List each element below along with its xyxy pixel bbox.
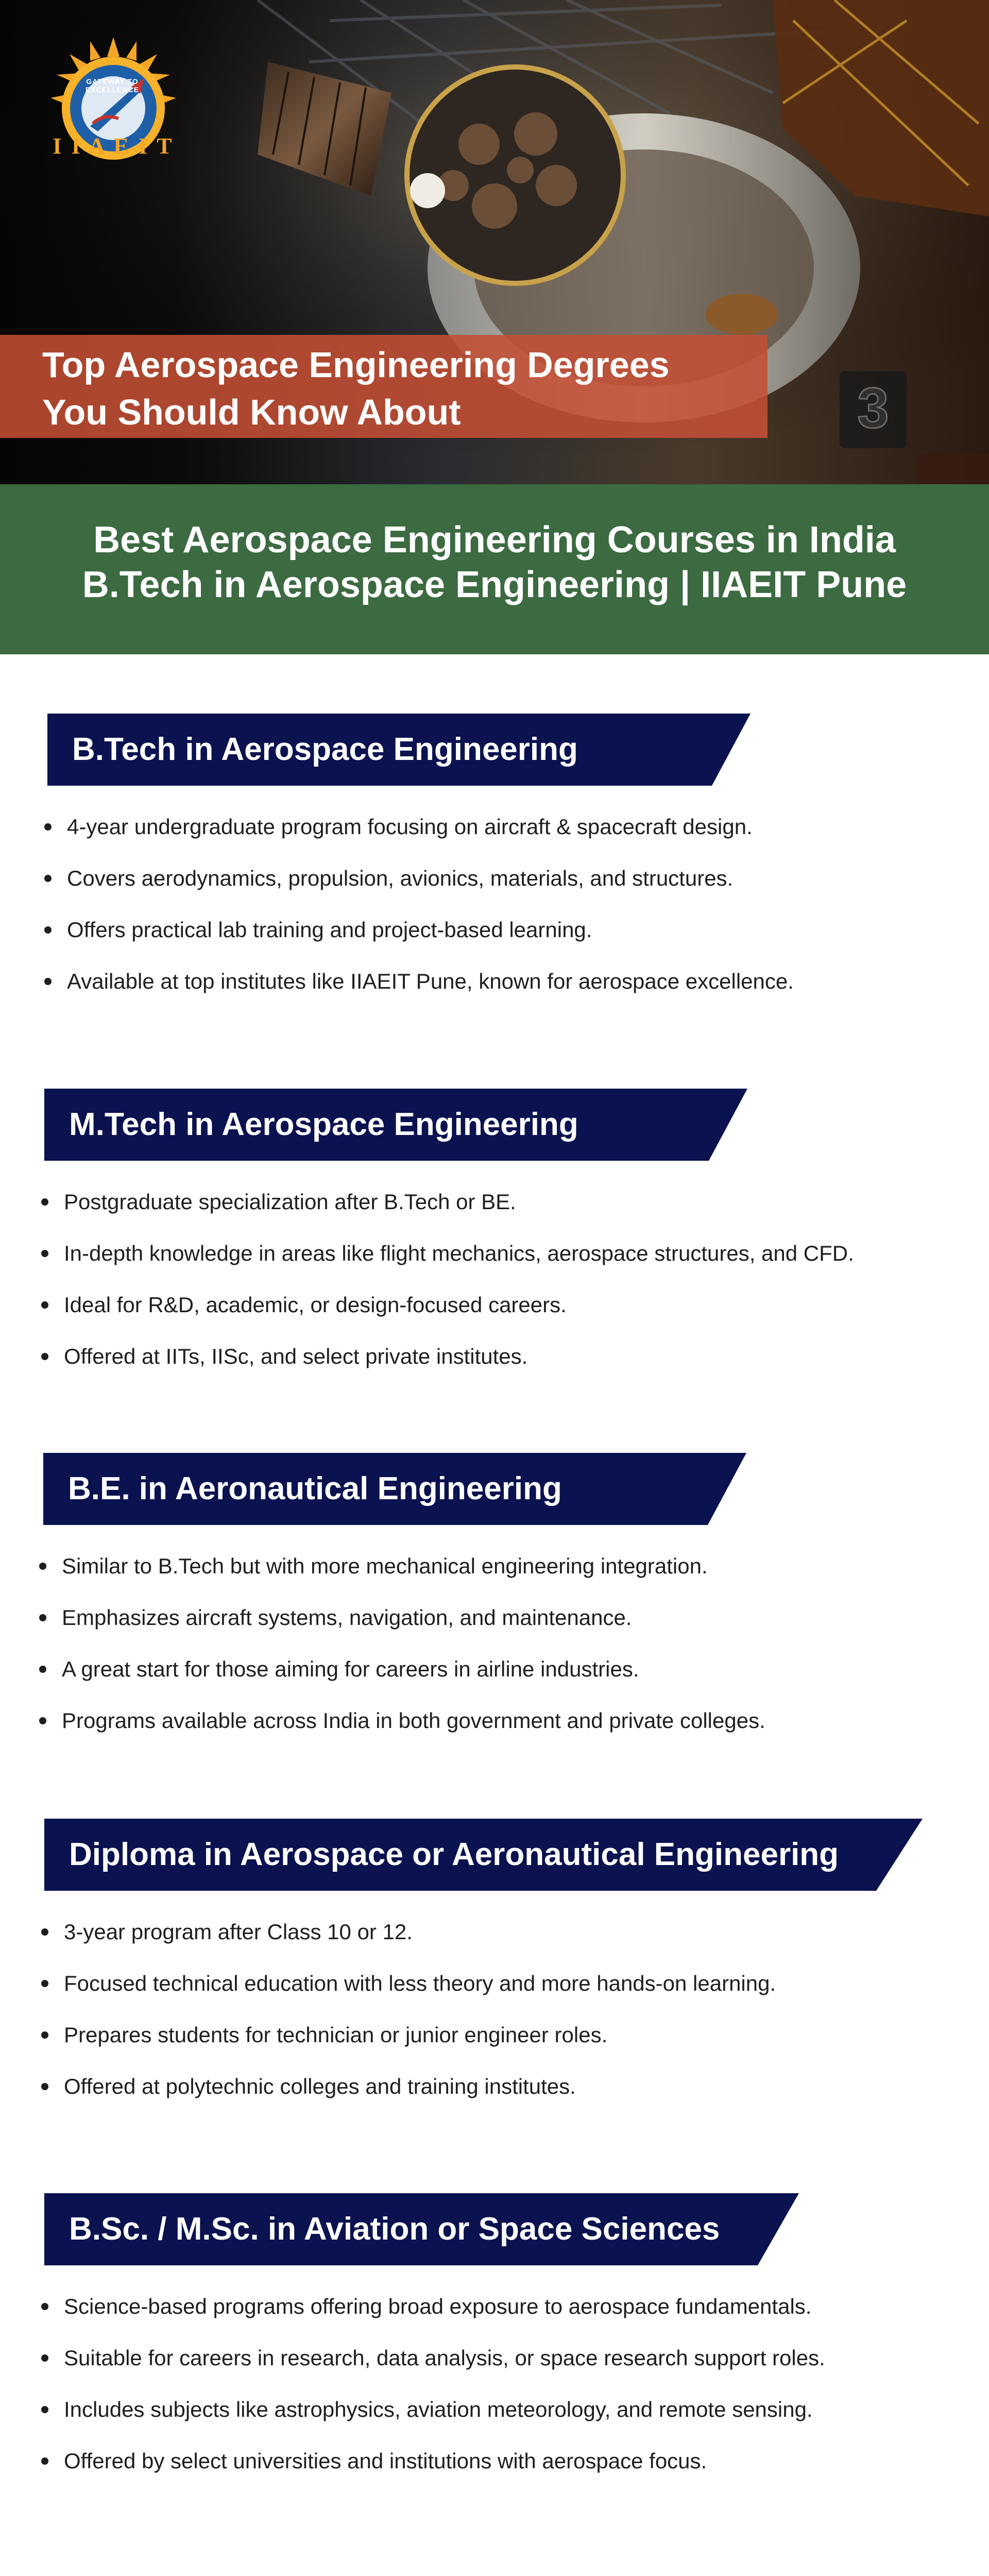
bullet-text: Offered by select universities and institutions with aerospace focus. [64,2449,707,2473]
bullet-text: Offers practical lab training and project-based learning. [67,918,592,942]
bullet-dot [39,1666,46,1673]
list-item [42,969,989,1020]
list-item [39,2397,989,2448]
svg-text:3: 3 [857,377,889,440]
list-item [37,1656,989,1708]
bullet-dot [41,1198,48,1206]
bullet-text: 4-year undergraduate program focusing on aircraft & spacecraft design. [67,815,753,839]
bullet-list [39,2294,989,2500]
list-item [39,1919,989,1971]
bullet-text: Similar to B.Tech but with more mechanical engineering integration. [62,1554,708,1578]
bullet-dot [41,1928,48,1936]
bullet-dot [41,1980,48,1987]
banner-line-1: Best Aerospace Engineering Courses in India [93,519,896,561]
bullet-text: 3-year program after Class 10 or 12. [64,1920,413,1944]
list-item [39,2022,989,2074]
section-title: Diploma in Aerospace or Aeronautical Engineering [69,1837,839,1872]
list-item [37,1605,989,1656]
bullet-text: Suitable for careers in research, data analysis, or space research support roles. [64,2346,825,2370]
bullet-text: Available at top institutes like IIAEIT Pune, known for aerospace excellence. [67,969,794,993]
bullet-text: Postgraduate specialization after B.Tech or BE. [64,1190,516,1214]
bullet-text: Offered at IITs, IISc, and select private institutes. [64,1344,528,1368]
list-item [39,2345,989,2397]
bullet-text: Prepares students for technician or junior engineer roles. [64,2023,608,2047]
bullet-text: In-depth knowledge in areas like flight mechanics, aerospace structures, and CFD. [64,1241,854,1265]
bullet-dot [41,1250,48,1257]
banner-line-2: B.Tech in Aerospace Engineering | IIAEIT Pune [82,564,907,605]
bullet-list [39,1189,989,1395]
bullet-dot [44,926,52,934]
logo-letters: I I A E I T [53,133,174,159]
hero-title-line-1: Top Aerospace Engineering Degrees [42,345,670,385]
bullet-dot [41,2354,48,2362]
bullet-text: Emphasizes aircraft systems, navigation, and maintenance. [62,1605,632,1630]
section-title: B.E. in Aeronautical Engineering [68,1471,562,1506]
section-title: B.Tech in Aerospace Engineering [72,732,578,767]
bullet-dot [44,875,52,882]
bullet-text: Covers aerodynamics, propulsion, avionics, materials, and structures. [67,866,734,890]
list-item [39,2448,989,2500]
list-item [39,2074,989,2125]
list-item [39,1189,989,1241]
bullet-text: Focused technical education with less theory and more hands-on learning. [64,1971,776,1995]
bullet-dot [39,1563,46,1570]
bullet-text: A great start for those aiming for careers in airline industries. [62,1657,639,1681]
list-item [39,1292,989,1344]
list-item [39,1344,989,1395]
bullet-text: Programs available across India in both government and private colleges. [62,1708,765,1733]
bullet-text: Includes subjects like astrophysics, aviation meteorology, and remote sensing. [64,2397,813,2421]
hero-title [42,341,763,436]
bullet-dot [41,2406,48,2413]
bullet-dot [41,1353,48,1360]
bullet-dot [41,2031,48,2039]
bullet-dot [41,2083,48,2090]
courses-banner [0,484,989,654]
list-item [42,866,989,917]
list-item [37,1553,989,1605]
hero-title-line-2: You Should Know About [42,392,461,432]
list-item [39,2294,989,2345]
bullet-list [42,814,989,1020]
bullet-dot [39,1614,46,1621]
list-item [39,1971,989,2022]
hero-banner [0,0,989,484]
bullet-dot [41,2303,48,2310]
bullet-list [39,1919,989,2125]
logo-arc-text: GATEWAY TO EXCELLENCE [85,77,140,94]
list-item [39,1241,989,1292]
bullet-dot [41,1301,48,1309]
bullet-list [37,1553,989,1759]
bullet-dot [44,823,52,831]
bullet-dot [44,978,52,985]
section-title: M.Tech in Aerospace Engineering [69,1107,578,1142]
list-item [42,814,989,866]
bullet-text: Offered at polytechnic colleges and training institutes. [64,2074,576,2098]
list-item [42,917,989,969]
bullet-text: Ideal for R&D, academic, or design-focused careers. [64,1293,567,1317]
bullet-dot [39,1717,46,1724]
bullet-text: Science-based programs offering broad exposure to aerospace fundamentals. [64,2294,812,2318]
bullet-dot [41,2458,48,2465]
list-item [37,1708,989,1759]
section-title: B.Sc. / M.Sc. in Aviation or Space Sciences [69,2211,720,2247]
